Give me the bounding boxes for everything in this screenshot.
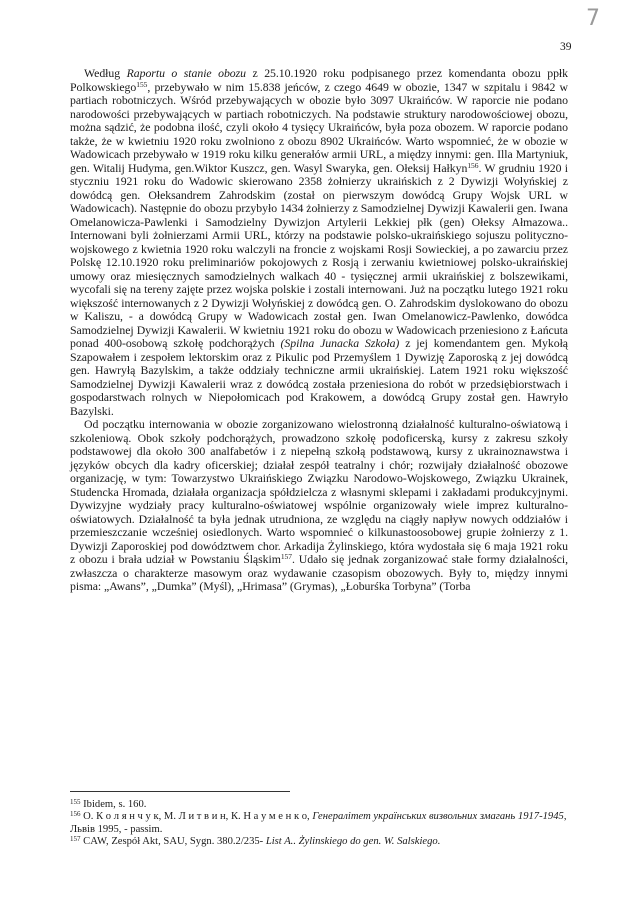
paragraph-1 bbox=[70, 67, 568, 418]
text-span: Od początku internowania w obozie zorganizowano wielostronną działalność kulturalno-oświatową i szkoleniową. Obok szkoły podchorążych, prowadzono szkołę podoficerską, kursy z zakresu szkoły podstawowej dla około 300 analfabetów i z niepełną szkołą podstawową, kursy z ukrainoznawstwa i języków obcych dla kadry oficerskiej; działał zespół teatralny i chór; rozwijały działalność obozowe organizację, w tym: Towarzystwo Ukraińskiego Związku Narodowo-Wojskowego, Związku Ukrainek, Studencka Hromada, działała organizacja spółdzielcza z własnymi sklepami i zakładami produkcyjnymi. Dywizyjne wydziały pracy kulturalno-oświatowej wspólnie organizowały wiele imprez kulturalno-oświatowych. Działalność ta była jednak utrudniona, ze względu na ciągły napływ nowych oddziałów i przemieszczanie wcześniej osiedlonych. Warto wspomnieć o kilkunastoosobowej grupie żołnierzy z 1. Dywizji Zaporoskiej pod dowództwem chor. Arkadija Żylinskiego, która wydostała się 6 maja 1921 roku z obozu i brała udział w Powstaniu Śląskim bbox=[70, 417, 568, 566]
footnote-title: Генералітет українських визвольних змагань 1917-1945 bbox=[312, 811, 564, 823]
footnote-number: 157 bbox=[70, 835, 81, 844]
footnote-text: Ibidem, s. 160. bbox=[80, 799, 147, 810]
footnote-text: О. К о л я н ч у к, М. Л и т в и н, К. Н а у м е н к о, bbox=[80, 811, 313, 823]
footnote-ref-156: 156 bbox=[467, 160, 479, 170]
text-span: z 25.10.1920 roku podpisanego przez komendanta obozu ppłk Polkowskiego bbox=[70, 66, 569, 94]
school-name: (Spilna Junacka Szkoła) bbox=[280, 336, 400, 350]
footnote-text: , Львів 1995, - passim. bbox=[70, 811, 567, 835]
handwritten-page-mark: 7 bbox=[586, 6, 600, 31]
footnote-separator bbox=[70, 791, 290, 792]
footnote-155 bbox=[70, 799, 580, 811]
page-number: 39 bbox=[560, 41, 572, 53]
text-span: Według bbox=[84, 66, 127, 80]
footnote-156 bbox=[70, 811, 580, 836]
text-span: . Udało się jednak zorganizować stałe formy działalności, zwłaszcza o charakterze masowym oraz wydawanie czasopism obozowych. Były to, między innymi pisma: „Awans”, „Dumka” (Myśl), „Hrimasa” (Grymas), „Łoburśka Torbyna” (Torba bbox=[70, 552, 568, 593]
footnotes bbox=[70, 799, 580, 849]
footnote-number: 156 bbox=[70, 810, 81, 819]
main-text bbox=[70, 67, 568, 594]
report-title: Raportu o stanie obozu bbox=[126, 66, 247, 80]
text-span: z jej komendantem gen. Mykołą Szapowałem i zespołem lektorskim oraz z Pikulic pod Przemyślem 1 Dywizję Zaporoską z jej dowódcą gen. Hawryłą Bazylskim, a także oddziały techniczne armii ukraińskiej. Latem 1921 roku większość Samodzielnej Dywizji Kawalerii wraz z dowódcą została przeniesiona do robót w przedsiębiorstwach i gospodarstwach rolnych w Niepołomicach pod Krakowem, a dowódcą Grupy został gen. Hawryło Bazylski. bbox=[70, 336, 568, 418]
footnote-title: List A.. Żylinskiego do gen. W. Salskiego. bbox=[265, 836, 441, 848]
text-span: , przebywało w nim 15.838 jeńców, z czego 4649 w obozie, 1347 w szpitalu i 9842 w partiach robotniczych. Wśród przebywających w obozie było 3097 Ukraińców. W raporcie nie podano narodowości przebywających w partiach robotniczych. Na podstawie struktury narodowościowej obozu, można sądzić, że podobna ilość, czyli około 4 tysięcy Ukraińców, była poza obozem. W raporcie podano także, że w kwietniu 1920 roku zwolniono z obozu 8902 Ukraińców. Warto wspomnieć, że w obozie w Wadowicach przebywało w 1919 roku kilku generałów armii URL, a między innymi: gen. Illa Martyniuk, gen. Witalij Hudyma, gen.Wiktor Kuszcz, gen. Wasyl Swaryka, gen. Ołeksij Hałkyn bbox=[70, 79, 568, 175]
footnote-text: CAW, Zespół Akt, SAU, Sygn. 380.2/235- bbox=[80, 836, 266, 848]
paragraph-2 bbox=[70, 418, 568, 594]
footnote-157 bbox=[70, 836, 580, 848]
footnote-number: 155 bbox=[70, 798, 81, 806]
footnote-ref-157: 157 bbox=[280, 552, 292, 561]
text-span: . W grudniu 1920 i styczniu 1921 roku do Wadowic skierowano 2358 żołnierzy ukraińskich z 2 Dywizji Wołyńskiej z dowódcą gen. Ołeksandrem Zahrodskim (został on pierwszym dowódcą Grupy Wojsk URL w Wadowicach). Następnie do obozu przybyło 1434 żołnierzy z Samodzielnej Dywizji Kawalerii gen. Iwana Omelanowicza-Pawlenki i Samodzielny Dywizjon Artylerii Lekkiej płk (gen) Ołeksy Ałmazowa.. Internowani byli żołnierzami Armii URL, którzy na podstawie polsko-ukraińskiego sojuszu polityczno-wojskowego z kwietnia 1920 roku walczyli na froncie z wojskami Rosji Sowieckiej, a po zawarciu przez Polskę 12.10.1920 roku preliminariów pokojowych z Rosją i zerwaniu kwietniowej polsko-ukraińskiej umowy oraz miesięcznych samodzielnych walkach 40 - tysięcznej armii ukraińskiej z bolszewikami, wycofali się na tereny zajęte przez wojska polskie i zostali internowani. Już na początku lutego 1921 roku większość internowanych z 2 Dywizji Wołyńskiej z dowódcą gen. O. Zahrodskim dyslokowano do obozu w Kaliszu, - a dowódcą Grupy w Wadowicach został gen. Iwan Omelanowicz-Pawlenko, dowódca Samodzielnej Dywizji Kawalerii. W kwietniu 1921 roku do obozu w Wadowicach przeniesiono z Łańcuta ponad 400-osobową szkołę podchorążych bbox=[70, 160, 568, 350]
footnote-ref-155: 155 bbox=[136, 79, 148, 89]
